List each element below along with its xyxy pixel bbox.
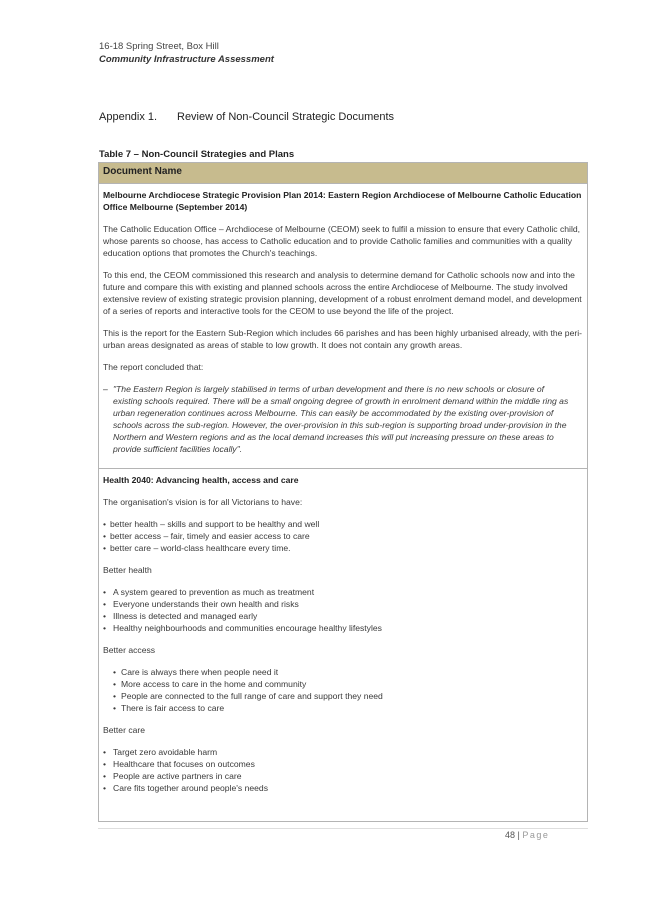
- subheading: Better care: [103, 725, 146, 735]
- paragraph: The Catholic Education Office – Archdiocese of Melbourne (CEOM) seek to fulfil a mission to ensure that every Catholic child, whose parents so choose, has access to Catholic education and to provide Catholic families and communities with a quality education options that promotes the Church's teachings.: [103, 224, 581, 258]
- page-word: Page: [522, 830, 550, 840]
- list-item: • Care is always there when people need it: [113, 667, 279, 677]
- list-item: • People are active partners in care: [103, 771, 242, 781]
- subheading: Better access: [103, 645, 156, 655]
- page-footer: [505, 830, 549, 840]
- better-access-list: [103, 666, 583, 714]
- strategies-table: [98, 162, 588, 822]
- paragraph: The report concluded that:: [103, 362, 204, 372]
- header-address: 16-18 Spring Street, Box Hill: [99, 41, 219, 52]
- page-number: 48: [505, 830, 516, 840]
- row-title: Health 2040: Advancing health, access and care: [103, 475, 299, 485]
- appendix-heading: [99, 111, 394, 123]
- quote-text: "The Eastern Region is largely stabilised in terms of urban development and there is no new schools or closure of existing schools required. There will be a small ongoing degree of growth in enrolment demand within the middle ring as urban regeneration continues across Melbourne. This can easily be accommodated by the existing over-provision of schools across the sub-region. However, the over-provision in this sub-region is supporting broad under-provision in the Northern and Western regions and as the local demand increases this will put increasing pressure on these areas to provide sufficient facilities locally".: [113, 384, 569, 454]
- paragraph: The organisation's vision is for all Victorians to have:: [103, 497, 303, 507]
- list-item: • better access – fair, timely and easier access to care: [103, 531, 310, 541]
- list-item: • People are connected to the full range of care and support they need: [113, 691, 383, 701]
- better-care-list: [103, 746, 583, 794]
- row-title: Melbourne Archdiocese Strategic Provision Plan 2014: Eastern Region Archdiocese of Melbourne Catholic Education Office Melbourne (September 2014): [103, 190, 582, 212]
- list-item: • better care – world-class healthcare every time.: [103, 543, 291, 553]
- list-item: • Healthy neighbourhoods and communities encourage healthy lifestyles: [103, 623, 382, 633]
- appendix-title: Review of Non-Council Strategic Documents: [177, 111, 395, 123]
- list-item: • Healthcare that focuses on outcomes: [103, 759, 255, 769]
- list-item: • Care fits together around people's needs: [103, 783, 268, 793]
- list-item: • There is fair access to care: [113, 703, 225, 713]
- footer-divider: [98, 828, 588, 829]
- subheading: Better health: [103, 565, 152, 575]
- vision-list: [103, 518, 583, 554]
- list-item: • A system geared to prevention as much as treatment: [103, 587, 315, 597]
- table-row: [99, 469, 587, 794]
- paragraph: To this end, the CEOM commissioned this research and analysis to determine demand for Catholic schools now and into the future and compare this with existing and planned schools across the entire Archdiocese of Melbourne. The study involved extensive review of existing strategic provision planning, development of a robust enrolment demand model, and development of a series of reports and interactive tools for the CEOM to use beyond the life of the project.: [103, 270, 582, 316]
- table-row: [99, 184, 587, 469]
- quote-block: [103, 383, 575, 455]
- page-header: [99, 40, 274, 66]
- header-report-title: Community Infrastructure Assessment: [99, 54, 274, 65]
- footer-separator: |: [517, 830, 520, 840]
- table-caption: Table 7 – Non-Council Strategies and Plans: [99, 149, 295, 160]
- list-item: • better health – skills and support to be healthy and well: [103, 519, 320, 529]
- paragraph: This is the report for the Eastern Sub-Region which includes 66 parishes and has been highly urbanised already, with the peri-urban areas designated as areas of stable to low growth. It does not contain any growth areas.: [103, 328, 582, 350]
- appendix-number: Appendix 1.: [99, 111, 158, 123]
- table-column-header: Document Name: [99, 163, 587, 184]
- list-item: • Everyone understands their own health and risks: [103, 599, 299, 609]
- list-item: • Illness is detected and managed early: [103, 611, 258, 621]
- better-health-list: [103, 586, 583, 634]
- list-item: • More access to care in the home and community: [113, 679, 307, 689]
- dash-bullet: –: [103, 384, 108, 394]
- list-item: • Target zero avoidable harm: [103, 747, 218, 757]
